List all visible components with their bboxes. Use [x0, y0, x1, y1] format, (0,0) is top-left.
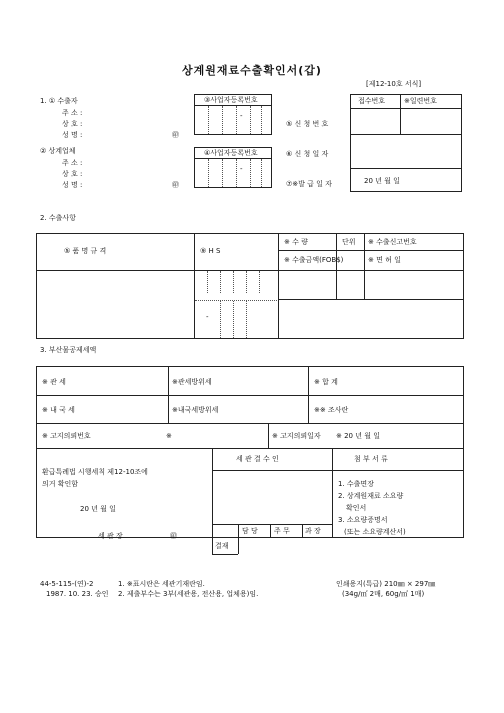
- manufacturer-name-label: 성 명 :: [62, 181, 83, 189]
- customs-decision-header: 세 관 결 수 인: [236, 455, 279, 463]
- notice-date-label: ※ 고지의뢰일자: [272, 432, 321, 440]
- attachment-2b: 확인서: [346, 504, 367, 512]
- officer-label: 담 당: [242, 527, 258, 535]
- manufacturer-address-label: 주 소 :: [62, 159, 83, 167]
- biz-reg-label-4: ④사업자등록번호: [204, 149, 258, 157]
- manufacturer-label: ② 상계업체: [40, 147, 76, 155]
- footer-code: 44-5-115-(연)-2: [40, 580, 94, 588]
- handle-number-label: ※일련번호: [404, 97, 437, 105]
- form-title: 상계원재료수출확인서(갑): [182, 64, 322, 77]
- customs-label: ※ 관 세: [42, 378, 66, 386]
- exporter-address-label: 주 소 :: [62, 109, 83, 117]
- biz-reg-label-3: ③사업자등록번호: [204, 96, 258, 104]
- domestic-defense-tax-label: ※내국세방위세: [172, 406, 219, 414]
- application-number-label: ⑤ 신 청 번 호: [286, 120, 329, 128]
- application-date-label: ⑥ 신 청 일 자: [286, 150, 329, 158]
- hs-dash: -: [206, 313, 209, 321]
- notice-date-value: ※ 20 년 월 일: [336, 432, 380, 440]
- attachment-3: 3. 소요량증명서: [338, 516, 388, 524]
- chief-officer-label: 주 무: [274, 527, 290, 535]
- confirm-text-1: 환급특례법 시행세칙 제12-10조에: [42, 468, 148, 476]
- unit-header: 단위: [342, 238, 356, 246]
- biz-reg-dash-4: -: [240, 165, 243, 173]
- manufacturer-seal: ㊞: [172, 181, 179, 189]
- notice-number-label: ※ 고지의뢰번호: [42, 432, 91, 440]
- exporter-name-label: 성 명 :: [62, 131, 83, 139]
- inspection-label: ※※ 조사란: [314, 406, 349, 414]
- total-label: ※ 합 계: [314, 378, 338, 386]
- approval-label: 결재: [215, 542, 229, 550]
- footer-note-2: 2. 제출부수는 3부(세관용, 전산용, 업체용)임.: [118, 590, 259, 598]
- quantity-header: ※ 수 량: [284, 238, 308, 246]
- attachment-2: 2. 상계원재료 소요량: [338, 492, 404, 500]
- issue-date-label: ⑦※발 급 일 자: [286, 180, 332, 188]
- exporter-company-label: 상 호 :: [62, 120, 83, 128]
- issue-date-value: 20 년 월 일: [364, 177, 400, 185]
- notice-number-mark: ※: [166, 432, 172, 440]
- footer-paper-2: (34g/㎡ 2매, 60g/㎡ 1매): [342, 590, 425, 598]
- footer-approved: 1987. 10. 23. 승인: [46, 590, 109, 598]
- confirm-text-2: 의거 확인함: [42, 480, 79, 488]
- exporter-label: 1. ① 수출자: [40, 97, 78, 105]
- footer-paper: 인쇄용지(특급) 210㎜ × 297㎜: [336, 580, 436, 588]
- exporter-seal: ㊞: [172, 131, 179, 139]
- attachments-header: 첨 부 서 류: [354, 455, 388, 463]
- export-amount-header: ※ 수출금액(FOB$): [284, 256, 344, 264]
- customs-chief-label: 세 관 장: [98, 532, 123, 540]
- section2-heading: 2. 수출사항: [40, 214, 76, 222]
- attachment-3b: (또는 소요량계산서): [344, 528, 406, 536]
- domestic-tax-label: ※ 내 국 세: [42, 406, 75, 414]
- biz-reg-dash-3: -: [240, 112, 243, 120]
- attachment-1: 1. 수출면장: [338, 480, 374, 488]
- section3-heading: 3. 부산물공제세액: [40, 346, 97, 354]
- customs-defense-tax-label: ※관세방위세: [172, 378, 212, 386]
- customs-chief-seal: ㊞: [170, 532, 177, 540]
- item-spec-header: ⑤ 품 명 규 격: [64, 247, 107, 255]
- hs-header: ⑨ H S: [200, 247, 221, 255]
- license-date-header: ※ 면 허 일: [368, 256, 401, 264]
- confirm-date: 20 년 월 일: [80, 505, 116, 513]
- manufacturer-company-label: 상 호 :: [62, 170, 83, 178]
- manager-label: 과 장: [305, 527, 321, 535]
- declaration-number-header: ※ 수출신고번호: [368, 238, 417, 246]
- footer-note-1: 1. ※표시란은 세관기재란임.: [118, 580, 205, 588]
- form-number: [제12-10호 서식]: [366, 80, 422, 88]
- receipt-number-label: 접수번호: [358, 97, 386, 105]
